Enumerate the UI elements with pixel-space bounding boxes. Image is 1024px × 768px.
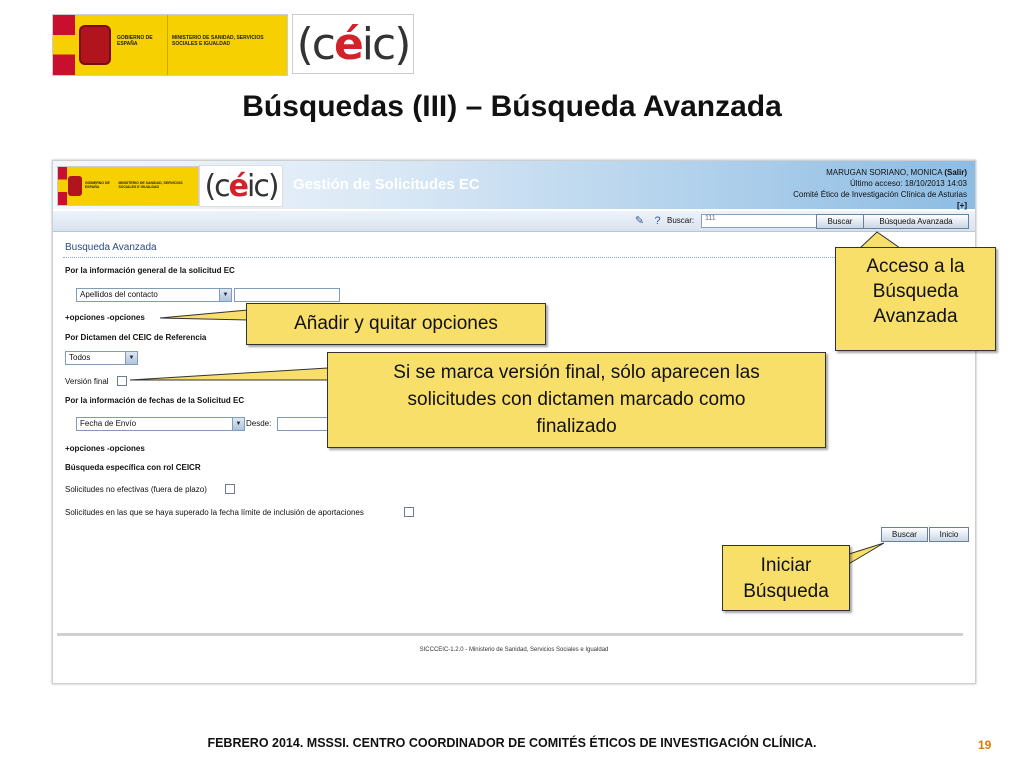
app-ceic-logo-part-a: (c [204,168,229,204]
options-toggle-2[interactable]: +opciones -opciones [65,444,145,453]
chevron-down-icon: ▼ [125,352,137,364]
gov-logo-line2: MINISTERIO DE SANIDAD, SERVICIOS SOCIALES E IGUALDAD [167,15,287,75]
app-gov-logo-text: GOBIERNO DE ESPAÑA [84,181,110,189]
dates-label: Por la información de fechas de la Solicitud EC [65,396,245,405]
deadline-exceeded-checkbox[interactable] [404,507,414,517]
callout-final-line1: Si se marca versión final, sólo aparecen las [393,362,760,383]
app-header [53,161,975,209]
final-version-checkbox[interactable] [117,376,127,386]
deadline-exceeded-label: Solicitudes en las que se haya superado la fecha límite de inclusión de aportaciones [65,508,364,517]
dictamen-label: Por Dictamen del CEIC de Referencia [65,333,207,342]
callout-start-search [722,545,850,611]
form-start-button[interactable]: Inicio [929,527,969,542]
page-number: 19 [978,738,992,752]
coat-of-arms-icon [75,15,115,75]
callout-final-line3: finalizado [536,416,617,437]
logout-link[interactable]: (Salir) [944,168,967,177]
help-icon[interactable]: ? [654,215,661,227]
final-version-label: Versión final [65,377,109,386]
specific-search-label: Búsqueda específica con rol CEICR [65,463,201,472]
options-toggle-1[interactable]: +opciones -opciones [65,313,145,322]
from-label: Desde: [246,419,272,428]
chevron-down-icon: ▼ [219,289,231,301]
not-effective-checkbox[interactable] [225,484,235,494]
dictamen-select-value: Todos [69,353,91,362]
footer-divider [57,633,963,636]
ceic-logo-part-b: é [333,18,362,70]
app-ceic-logo [199,165,283,207]
slide-footer: FEBRERO 2014. MSSSI. CENTRO COORDINADOR DE COMITÉS ÉTICOS DE INVESTIGACIÓN CLÍNICA. [207,736,817,750]
not-effective-label: Solicitudes no efectivas (fuera de plazo) [65,485,207,494]
callout-advanced-line2: Búsqueda [872,281,959,302]
app-government-logo [57,166,199,206]
callout-advanced-line3: Avanzada [873,306,958,327]
last-access: Último acceso: 18/10/2013 14:03 [850,179,967,188]
form-search-button[interactable]: Buscar [881,527,928,542]
callout-final-line2: solicitudes con dictamen marcado como [407,389,746,410]
slide-title: Búsquedas (III) – Búsqueda Avanzada [242,90,782,123]
app-title: Gestión de Solicitudes EC [293,176,480,193]
date-type-select[interactable] [76,417,245,431]
dictamen-select[interactable] [65,351,138,365]
section-title: Busqueda Avanzada [65,242,157,253]
contact-select-value: Apellidos del contacto [80,290,158,299]
user-info [793,167,967,211]
ceic-logo-part-c: ic) [361,18,410,70]
expand-link[interactable]: [+] [957,201,967,210]
callout-advanced-line1: Acceso a la [866,256,965,277]
gov-logo-line1: GOBIERNO DE ESPAÑA [117,35,153,47]
committee-name: Comité Ético de Investigación Clínica de Asturias [793,190,967,199]
flag-icon [53,15,75,75]
callout-advanced-access [835,247,996,351]
callout-final-version [327,352,826,448]
contact-select[interactable] [76,288,232,302]
callout-add-remove-options: Añadir y quitar opciones [246,303,546,345]
section-divider [63,257,963,258]
search-label: Buscar: [667,216,695,225]
chevron-down-icon: ▼ [232,418,244,430]
callout-start-line1: Iniciar [760,555,812,576]
edit-icon[interactable]: ✎ [634,215,645,227]
search-button[interactable]: Buscar [816,214,864,229]
app-gov-logo-text-2: MINISTERIO DE SANIDAD, SERVICIOS SOCIALES E IGUALDAD [118,181,183,189]
app-footer-text: SICCCEIC-1.2.0 - Ministerio de Sanidad, Servicios Sociales e Igualdad [419,647,609,653]
user-name: MARUGAN SORIANO, MONICA [826,168,943,177]
search-input[interactable]: 111 [701,214,817,228]
toolbar [53,211,975,232]
app-ceic-logo-part-c: ic) [247,168,278,204]
date-type-select-value: Fecha de Envío [80,419,137,428]
callout-start-line2: Búsqueda [743,581,829,602]
ceic-logo-part-a: (c [296,18,334,70]
app-ceic-logo-part-b: é [228,168,247,204]
contact-input[interactable] [234,288,340,302]
ceic-logo [292,14,414,74]
general-info-label: Por la información general de la solicitud EC [65,266,235,275]
advanced-search-button[interactable]: Búsqueda Avanzada [863,214,969,229]
government-logo [52,14,288,76]
